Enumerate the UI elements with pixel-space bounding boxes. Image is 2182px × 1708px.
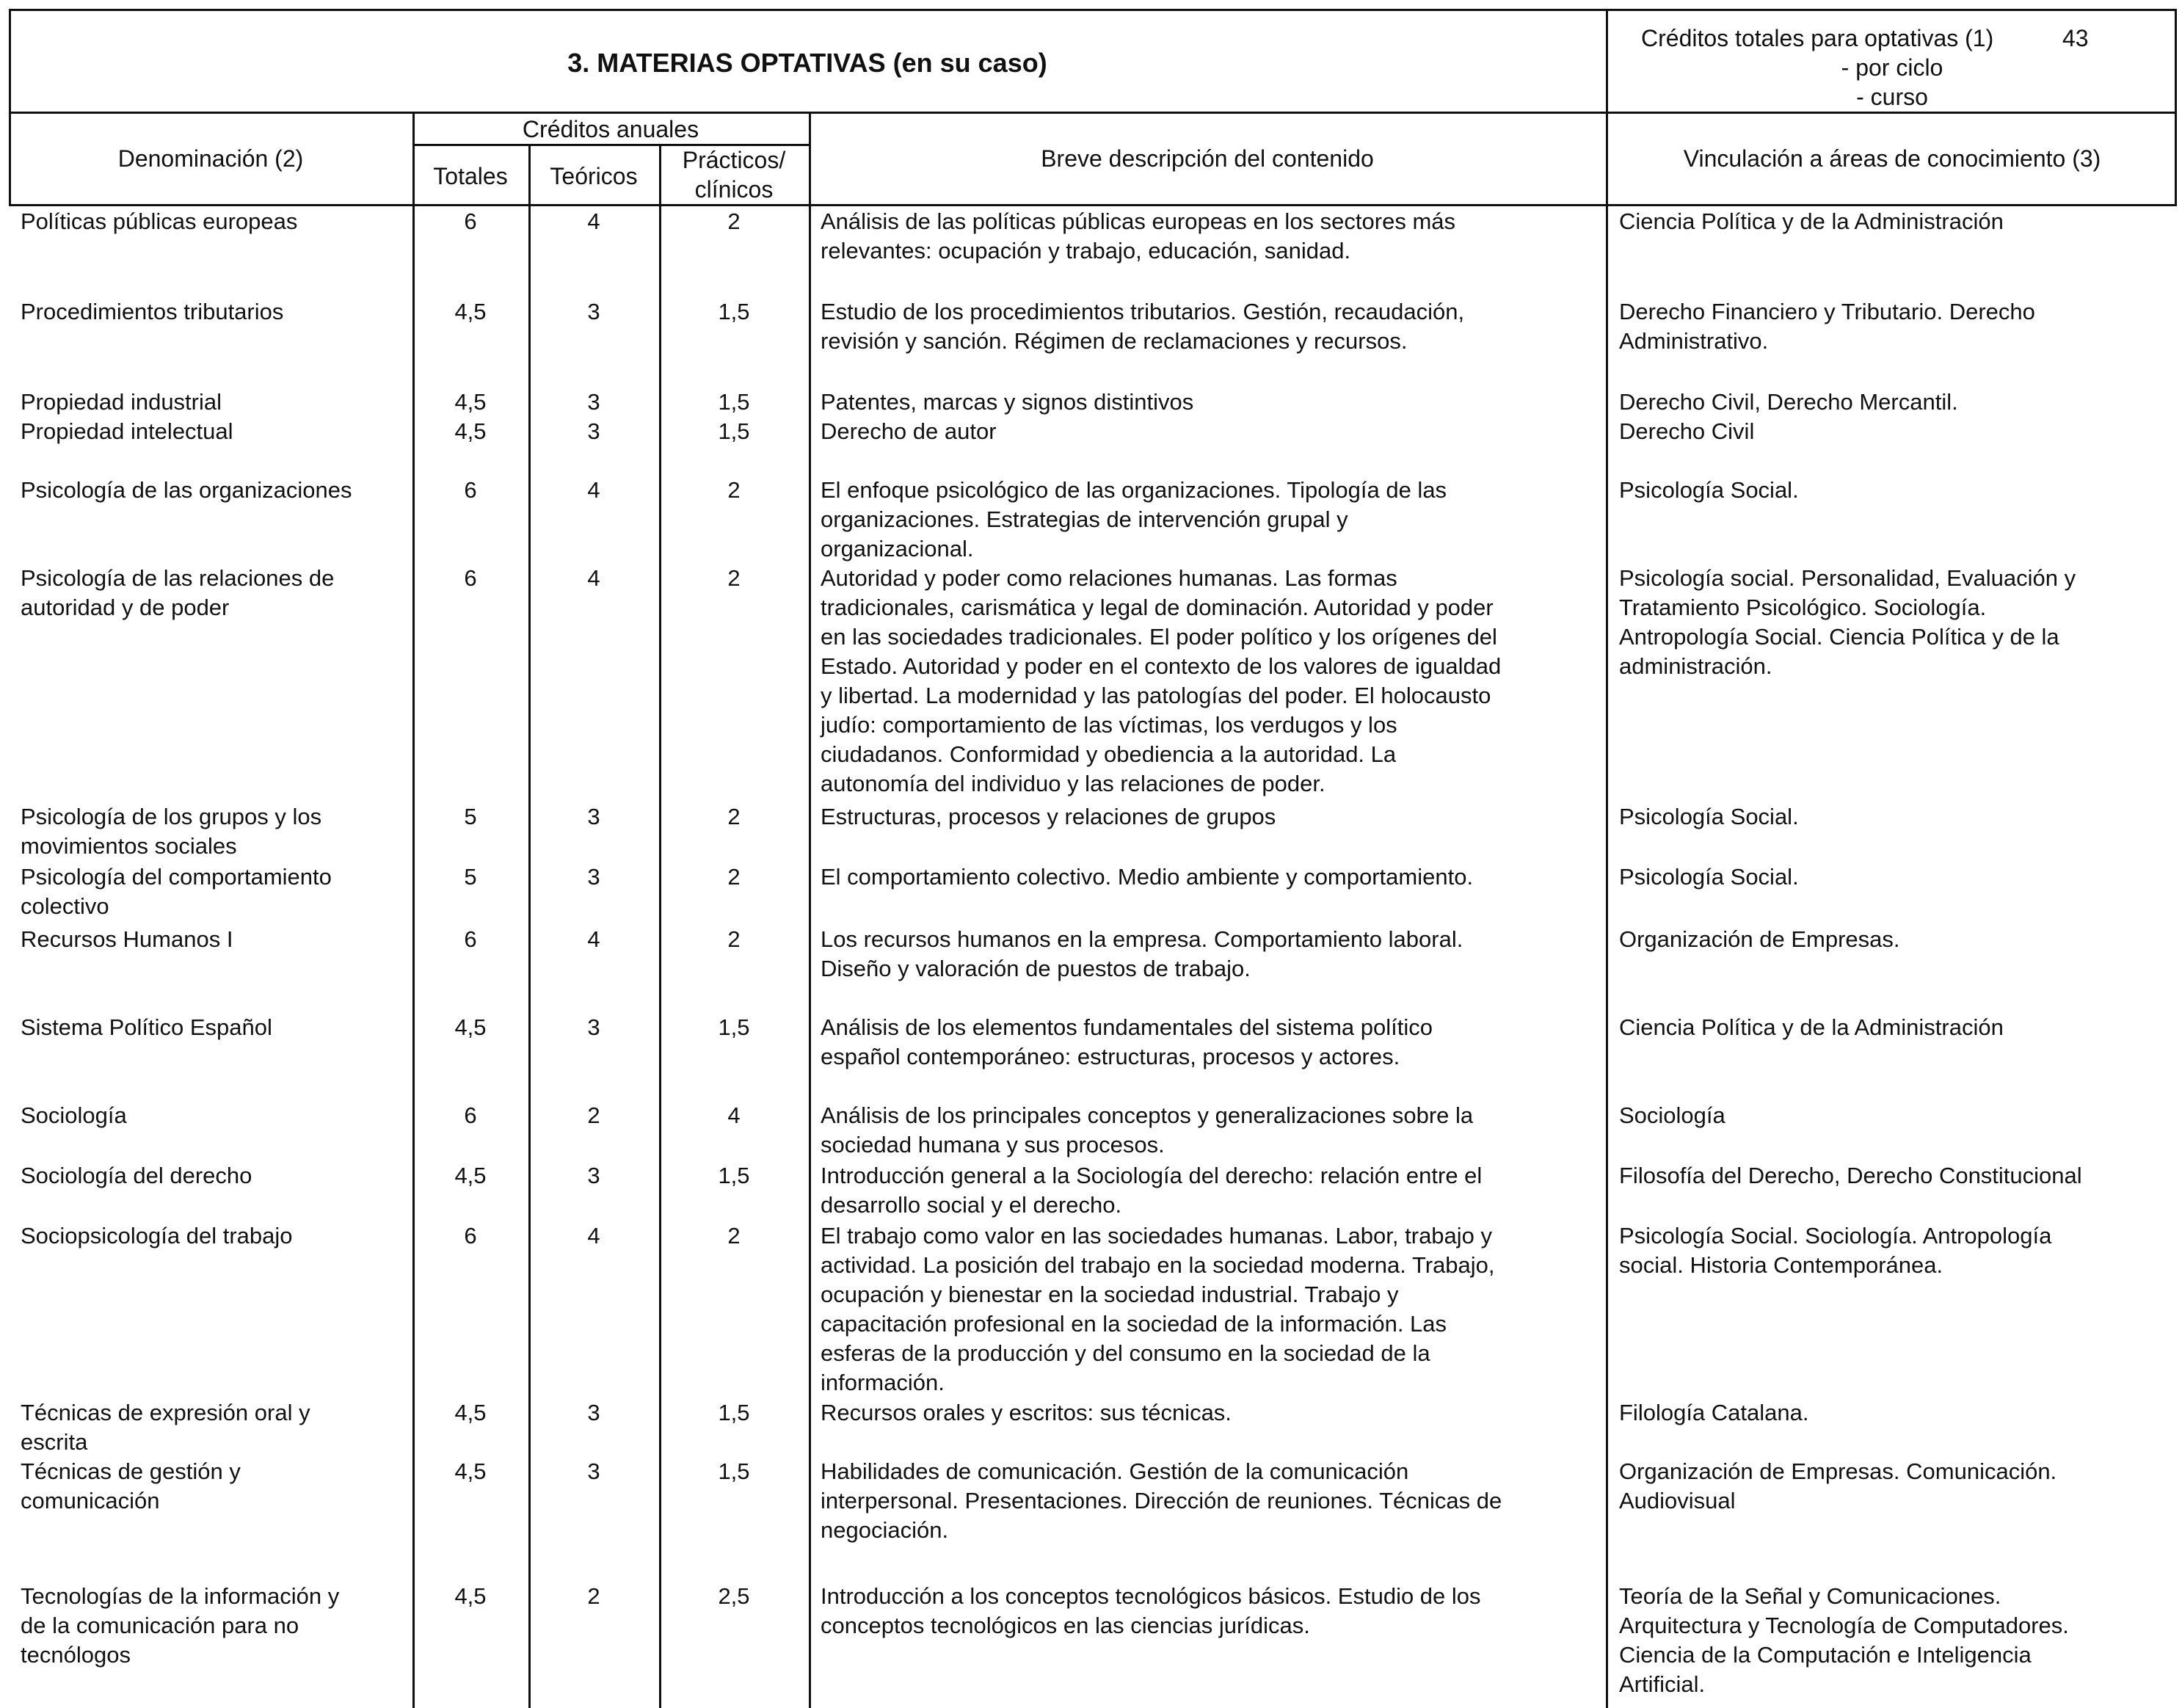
credits-teoricos: 4 <box>587 1223 600 1249</box>
credits-totales: 4,5 <box>454 299 487 324</box>
credits-teoricos: 3 <box>587 1458 600 1484</box>
subject-name: Psicología de las relaciones de autoridad y de poder <box>21 565 335 620</box>
col-divider-descripcion <box>1606 112 1608 1708</box>
credits-teoricos: 3 <box>587 418 600 444</box>
subject-name: Sociología <box>21 1102 127 1128</box>
credits-teoricos: 3 <box>587 389 600 415</box>
credits-totales: 5 <box>464 804 477 829</box>
content-description: El enfoque psicológico de las organizaciones. Tipología de las organizaciones. Estrategias de intervención grupal y organizacional. <box>821 477 1447 562</box>
subject-name: Psicología del comportamiento colectivo <box>21 864 332 919</box>
col-header-teoricos: Teóricos <box>550 163 638 189</box>
credits-practicos: 2 <box>727 864 741 890</box>
credits-totales: 4,5 <box>454 1458 487 1484</box>
credits-teoricos: 2 <box>587 1102 600 1128</box>
subject-name: Sistema Político Español <box>21 1014 272 1040</box>
credits-totales: 6 <box>464 208 477 234</box>
col-header-practicos: Prácticos/ clínicos <box>682 147 786 203</box>
knowledge-area: Ciencia Política y de la Administración <box>1619 1014 2004 1040</box>
subject-name: Sociología del derecho <box>21 1163 252 1188</box>
subject-name: Técnicas de gestión y comunicación <box>21 1458 241 1513</box>
credits-practicos: 1,5 <box>718 1163 750 1188</box>
credits-teoricos: 3 <box>587 804 600 829</box>
credits-practicos: 2 <box>727 208 741 234</box>
subject-name: Procedimientos tributarios <box>21 299 284 324</box>
credits-practicos: 4 <box>727 1102 741 1128</box>
knowledge-area: Ciencia Política y de la Administración <box>1619 208 2004 234</box>
credits-totales: 4,5 <box>454 389 487 415</box>
credits-practicos: 2 <box>727 477 741 503</box>
credits-totales: 6 <box>464 477 477 503</box>
credits-totales: 4,5 <box>454 418 487 444</box>
subject-name: Psicología de las organizaciones <box>21 477 352 503</box>
credits-teoricos: 3 <box>587 299 600 324</box>
section-title: 3. MATERIAS OPTATIVAS (en su caso) <box>567 48 1047 78</box>
knowledge-area: Psicología Social. Sociología. Antropología social. Historia Contemporánea. <box>1619 1223 2052 1278</box>
credits-totales: 6 <box>464 1102 477 1128</box>
credits-practicos: 1,5 <box>718 1458 750 1484</box>
credits-practicos: 1,5 <box>718 1400 750 1425</box>
header-row-bottom-border <box>9 204 2177 206</box>
knowledge-area: Organización de Empresas. Comunicación. Audiovisual <box>1619 1458 2057 1513</box>
subject-name: Recursos Humanos I <box>21 926 233 952</box>
content-description: Análisis de las políticas públicas europeas en los sectores más relevantes: ocupación y trabajo, educación, sanidad. <box>821 208 1456 264</box>
credits-totales: 4,5 <box>454 1014 487 1040</box>
credits-teoricos: 4 <box>587 926 600 952</box>
knowledge-area: Derecho Civil <box>1619 418 1755 444</box>
content-description: Estructuras, procesos y relaciones de grupos <box>821 804 1276 829</box>
knowledge-area: Sociología <box>1619 1102 1725 1128</box>
content-description: Derecho de autor <box>821 418 997 444</box>
content-description: Autoridad y poder como relaciones humanas. Las formas tradicionales, carismática y legal de dominación. Autoridad y poder en las sociedades tradicionales. El poder político y los orígenes del Estado. Autoridad y poder en el contexto de los valores de igualdad y libertad. La modernidad y las patologías del poder. El holocausto judío: comportamiento de las víctimas, los verdugos y los ciudadanos. Conformidad y obediencia a la autoridad. La autonomía del individuo y las relaciones de poder. <box>821 565 1502 796</box>
credits-practicos: 1,5 <box>718 299 750 324</box>
credits-teoricos: 3 <box>587 1014 600 1040</box>
content-description: Estudio de los procedimientos tributarios. Gestión, recaudación, revisión y sanción. Régimen de reclamaciones y recursos. <box>821 299 1465 354</box>
subject-name: Tecnologías de la información y de la comunicación para no tecnólogos <box>21 1583 340 1668</box>
creditos-por-ciclo: - por ciclo <box>1841 54 1943 81</box>
knowledge-area: Psicología Social. <box>1619 477 1799 503</box>
content-description: Análisis de los principales conceptos y generalizaciones sobre la sociedad humana y sus procesos. <box>821 1102 1474 1158</box>
credits-practicos: 2 <box>727 804 741 829</box>
credits-teoricos: 4 <box>587 208 600 234</box>
content-description: Patentes, marcas y signos distintivos <box>821 389 1194 415</box>
credits-practicos: 2 <box>727 1223 741 1249</box>
creditos-curso: - curso <box>1856 84 1928 110</box>
credits-teoricos: 3 <box>587 1163 600 1188</box>
content-description: Introducción a los conceptos tecnológicos básicos. Estudio de los conceptos tecnológicos en las ciencias jurídicas. <box>821 1583 1481 1638</box>
credits-practicos: 1,5 <box>718 1014 750 1040</box>
creditos-totales-label: Créditos totales para optativas (1) <box>1641 25 1994 51</box>
col-header-descripcion: Breve descripción del contenido <box>1041 145 1374 172</box>
knowledge-area: Psicología Social. <box>1619 864 1799 890</box>
credits-totales: 6 <box>464 1223 477 1249</box>
content-description: Introducción general a la Sociología del derecho: relación entre el desarrollo social y el derecho. <box>821 1163 1483 1218</box>
subject-name: Políticas públicas europeas <box>21 208 298 234</box>
credits-totales: 6 <box>464 926 477 952</box>
content-description: El trabajo como valor en las sociedades humanas. Labor, trabajo y actividad. La posición del trabajo en la sociedad moderna. Trabajo, ocupación y bienestar en la sociedad industrial. Trabajo y capacitación profesional en la sociedad de la información. Las esferas de la producción y del consumo en la sociedad de la información. <box>821 1223 1495 1395</box>
subject-name: Técnicas de expresión oral y escrita <box>21 1400 310 1455</box>
credits-teoricos: 3 <box>587 864 600 890</box>
subject-name: Psicología de los grupos y los movimientos sociales <box>21 804 322 859</box>
subject-name: Sociopsicología del trabajo <box>21 1223 293 1249</box>
content-description: El comportamiento colectivo. Medio ambiente y comportamiento. <box>821 864 1474 890</box>
credits-teoricos: 3 <box>587 1400 600 1425</box>
content-description: Análisis de los elementos fundamentales del sistema político español contemporáneo: estructuras, procesos y actores. <box>821 1014 1433 1069</box>
subject-name: Propiedad industrial <box>21 389 222 415</box>
table-top-border <box>9 9 2177 11</box>
knowledge-area: Organización de Empresas. <box>1619 926 1900 952</box>
col-header-creditos-anuales: Créditos anuales <box>522 116 699 142</box>
credits-totales: 4,5 <box>454 1583 487 1609</box>
content-description: Los recursos humanos en la empresa. Comportamiento laboral. Diseño y valoración de puestos de trabajo. <box>821 926 1463 981</box>
creditos-totales-value: 43 <box>2062 25 2089 51</box>
knowledge-area: Psicología Social. <box>1619 804 1799 829</box>
col-divider-practicos <box>809 112 811 1708</box>
knowledge-area: Filología Catalana. <box>1619 1400 1809 1425</box>
knowledge-area: Filosofía del Derecho, Derecho Constitucional <box>1619 1163 2082 1188</box>
title-row-bottom-border <box>9 112 2177 114</box>
knowledge-area: Psicología social. Personalidad, Evaluación y Tratamiento Psicológico. Sociología. Antropología Social. Ciencia Política y de la administración. <box>1619 565 2076 679</box>
col-header-vinculacion: Vinculación a áreas de conocimiento (3) <box>1683 145 2101 172</box>
credits-totales: 5 <box>464 864 477 890</box>
content-description: Recursos orales y escritos: sus técnicas. <box>821 1400 1232 1425</box>
content-description: Habilidades de comunicación. Gestión de la comunicación interpersonal. Presentaciones. Dirección de reuniones. Técnicas de negociación. <box>821 1458 1502 1543</box>
credits-teoricos: 4 <box>587 565 600 591</box>
credits-practicos: 2 <box>727 565 741 591</box>
table-left-border <box>9 9 11 204</box>
credits-teoricos: 4 <box>587 477 600 503</box>
credits-totales: 4,5 <box>454 1400 487 1425</box>
knowledge-area: Derecho Financiero y Tributario. Derecho Administrativo. <box>1619 299 2035 354</box>
credits-practicos: 1,5 <box>718 418 750 444</box>
credits-practicos: 2 <box>727 926 741 952</box>
credits-practicos: 1,5 <box>718 389 750 415</box>
credits-totales: 4,5 <box>454 1163 487 1188</box>
col-header-denominacion: Denominación (2) <box>117 145 304 172</box>
credits-teoricos: 2 <box>587 1583 600 1609</box>
knowledge-area: Teoría de la Señal y Comunicaciones. Arquitectura y Tecnología de Computadores. Ciencia de la Computación e Inteligencia Artificial. <box>1619 1583 2069 1697</box>
col-header-totales: Totales <box>433 163 508 189</box>
knowledge-area: Derecho Civil, Derecho Mercantil. <box>1619 389 1958 415</box>
credits-practicos: 2,5 <box>718 1583 750 1609</box>
credits-totales: 6 <box>464 565 477 591</box>
subject-name: Propiedad intelectual <box>21 418 233 444</box>
